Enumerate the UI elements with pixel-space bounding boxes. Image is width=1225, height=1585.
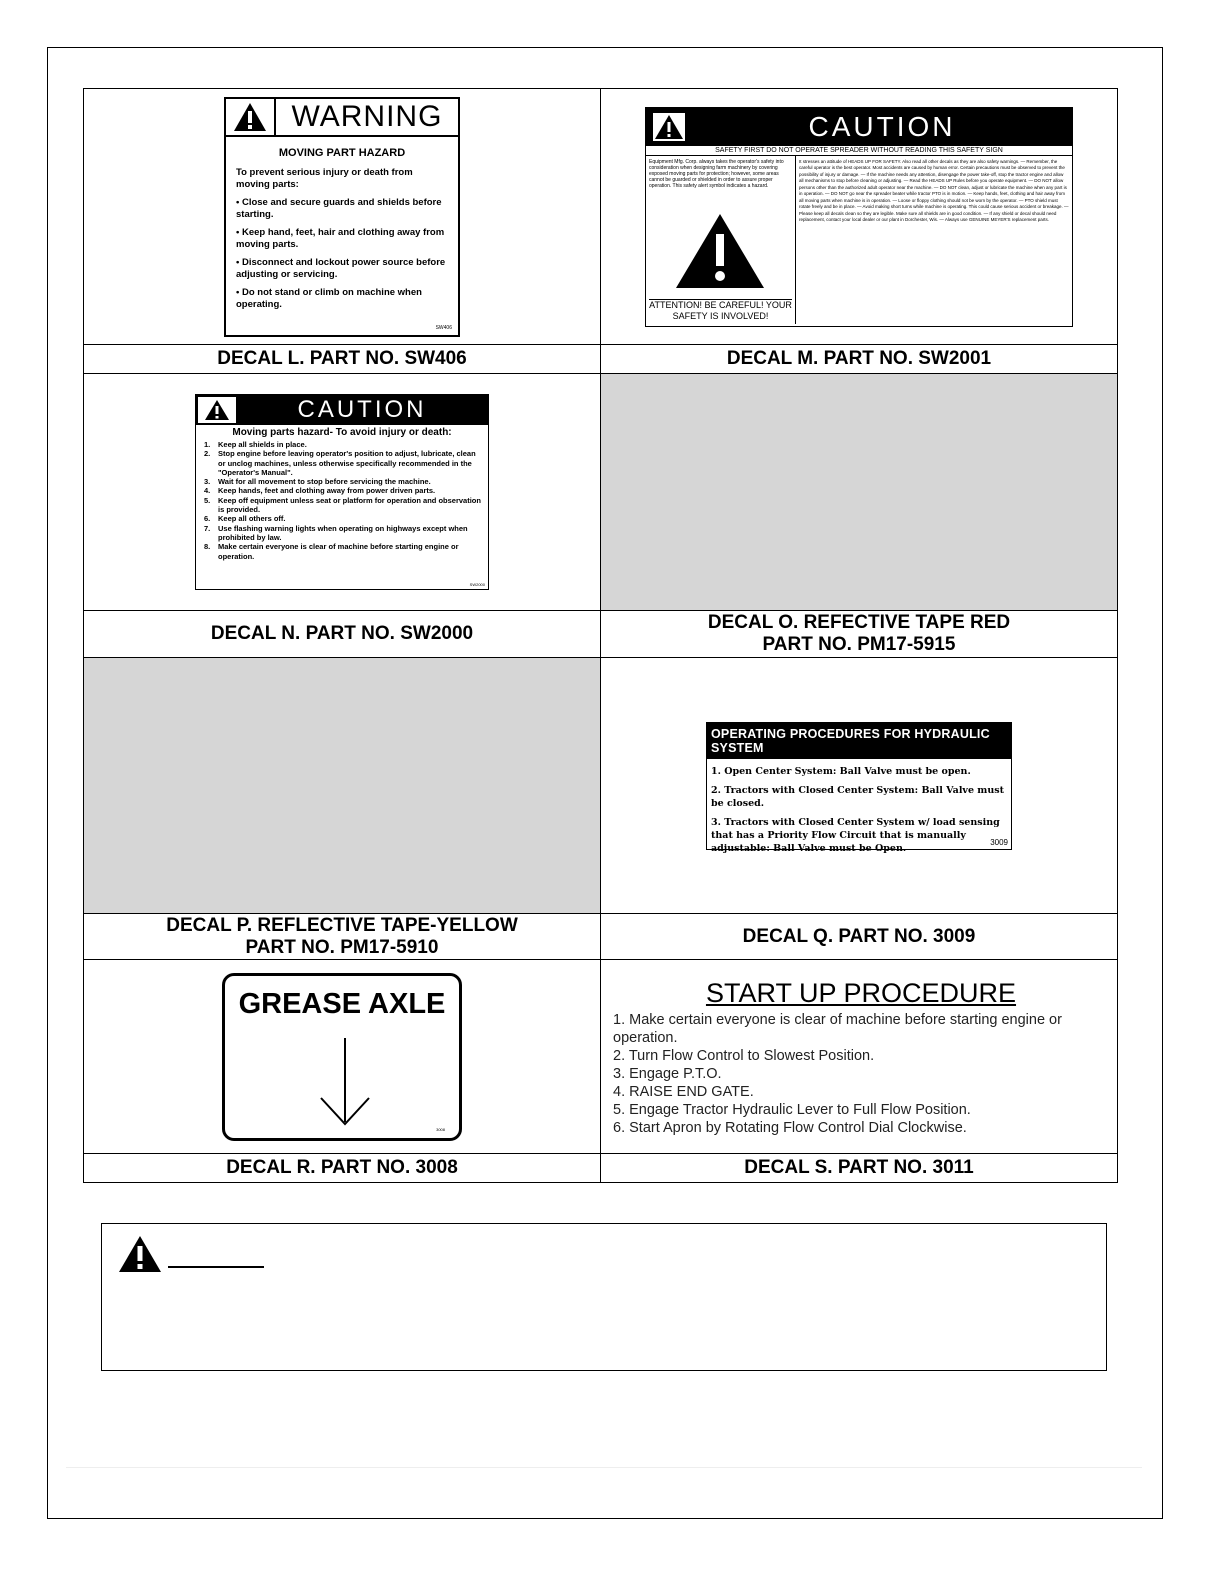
decal-p-tape-area: [84, 658, 601, 914]
decal-o-caption-line1: DECAL O. REFECTIVE TAPE RED: [707, 612, 1011, 633]
decal-l-caption: DECAL L. PART NO. SW406: [84, 345, 601, 374]
decal-m-subheader: SAFETY FIRST DO NOT OPERATE SPREADER WITHOUT READING THIS SAFETY SIGN: [646, 146, 1072, 156]
decal-n-item-number: 7.: [204, 523, 211, 533]
decal-q-image: [706, 722, 1012, 854]
decal-p-caption-line2: PART NO. PM17-5910: [245, 936, 439, 958]
decal-o-tape-area: [601, 374, 1118, 611]
decal-s-step: 3. Engage P.T.O.: [613, 1066, 722, 1082]
caution-word: CAUTION: [297, 396, 427, 423]
decal-n-image: [195, 394, 489, 590]
decal-m-image: [645, 107, 1073, 327]
decal-m-caption: DECAL M. PART NO. SW2001: [601, 345, 1118, 374]
decal-o-caption: [601, 611, 1118, 658]
decal-n-item-text: Keep all shields in place.: [218, 440, 307, 449]
decal-n-item: [204, 449, 482, 477]
decal-n-item-number: 3.: [204, 477, 211, 487]
decal-n-item-text: Stop engine before leaving operator's position to adjust, lubricate, clean or unclog machines, unless otherwise specifically recommended in the "Operator's Manual".: [218, 449, 476, 477]
decal-n-cell: [84, 374, 601, 611]
decal-n-item: [204, 524, 482, 543]
decal-n-item-text: Keep all others off.: [218, 514, 286, 524]
decal-table: [83, 88, 1118, 1183]
decal-s-step: 1. Make certain everyone is clear of machine before starting engine or operation.: [613, 1012, 1062, 1046]
decal-r-code: 3008: [436, 1126, 445, 1132]
decal-s-caption: DECAL S. PART NO. 3011: [601, 1154, 1118, 1183]
decal-l-item: • Do not stand or climb on machine when operating.: [236, 286, 422, 310]
decal-m-left-text: Equipment Mfg. Corp. always takes the operator's safety into consideration when designing farm machinery by covering exposed moving parts for protection; however, some areas cannot be guarded or shielded in order to assure proper operation. This safety alert symbol indicates a hazard.: [649, 158, 784, 189]
decal-m-attention: ATTENTION! BE CAREFUL! YOUR SAFETY IS INVOLVED!: [649, 299, 792, 321]
decal-l-item: • Disconnect and lockout power source before adjusting or servicing.: [236, 256, 446, 280]
decal-n-item: [204, 496, 482, 515]
decal-r-cell: [84, 960, 601, 1154]
decal-n-item-text: Keep off equipment unless seat or platform for operation and observation is provided.: [218, 495, 481, 515]
safety-note-box: [101, 1223, 1107, 1371]
decal-r-image: [222, 973, 462, 1141]
decal-l-image: [224, 97, 460, 337]
decal-q-item: 2. Tractors with Closed Center System: Ball Valve must be closed.: [711, 784, 1004, 809]
caution-word: CAUTION: [808, 110, 956, 142]
footer-rule: [66, 1467, 1142, 1468]
warning-triangle-icon: [646, 113, 692, 141]
decal-n-item: [204, 440, 482, 449]
decal-r-caption: DECAL R. PART NO. 3008: [84, 1154, 601, 1183]
decal-n-code: SW2000: [469, 582, 485, 587]
warning-word: WARNING: [291, 99, 443, 133]
warning-triangle-icon: [117, 1234, 163, 1279]
decal-l-cell: [84, 89, 601, 345]
decal-n-item-text: Wait for all movement to stop before servicing the machine.: [218, 477, 431, 487]
decal-p-caption-line1: DECAL P. REFLECTIVE TAPE-YELLOW: [166, 914, 518, 936]
decal-m-cell: [601, 89, 1118, 345]
decal-n-item: [204, 542, 482, 561]
decal-q-caption: DECAL Q. PART NO. 3009: [601, 914, 1118, 960]
decal-o-caption-line2: PART NO. PM17-5915: [762, 634, 956, 655]
decal-n-item-text: Keep hands, feet and clothing away from power driven parts.: [218, 486, 436, 496]
decal-m-right-text: It stresses an attitude of HEADS UP FOR SAFETY. Also read all other decals as they are also safety warnings. — Remember, the careful operator is the best operator. Most accidents are caused by human error. Certain precautions must be observed to prevent the possibility of injury or damage. — If the machine needs any attention, disengage the power take-off, stop the tractor engine and allow all mechanisms to stop before cleaning or adjusting. — Read the HEADS UP Rules before you operate equipment. — DO NOT allow persons other than the authorized adult operator near the machine. — DO NOT clean, adjust or lubricate the machine when any part is in operation. — DO NOT go near the spreader beater while tractor PTO is in motion. — Keep hands, feet, clothing and hair away from all moving parts when machine is in operation. — Loose or floppy clothing should not be worn by the operator. — PTO shield must rotate freely and be in place. — Avoid making short turns while machine is operating. This could cause serious accident or breakage. — Please keep all decals clean so they are legible. Make sure all shields are in good condition. — If any shield or decal should need replacement, contact your local dealer or our plant in Dorchester, Wis. — Always use GENUINE MEYER'S replacement parts.: [799, 158, 1069, 222]
decal-q-code: 3009: [990, 837, 1008, 847]
decal-l-item: • Keep hand, feet, hair and clothing away from moving parts.: [236, 226, 445, 250]
decal-n-item-text: Make certain everyone is clear of machine before starting engine or operation.: [218, 542, 459, 561]
decal-s-title: START UP PROCEDURE: [705, 978, 1017, 1008]
large-warning-triangle-icon: [674, 212, 766, 292]
decal-l-item: • Close and secure guards and shields before starting.: [236, 196, 442, 220]
decal-l-subtitle: MOVING PART HAZARD: [278, 146, 406, 159]
decal-n-item-number: 2.: [204, 449, 211, 459]
decal-q-item: 1. Open Center System: Ball Valve must be open.: [711, 765, 971, 777]
decal-n-subtitle: Moving parts hazard- To avoid injury or death:: [232, 427, 452, 438]
decal-n-item-number: 5.: [204, 495, 211, 505]
decal-q-header: OPERATING PROCEDURES FOR HYDRAULIC SYSTEM: [707, 723, 1011, 759]
decal-n-item-number: 6.: [204, 514, 211, 524]
warning-triangle-icon: [226, 99, 276, 135]
decal-n-item-number: 1.: [204, 440, 211, 449]
decal-s-step: 4. RAISE END GATE.: [613, 1084, 754, 1100]
decal-n-item-number: 4.: [204, 486, 211, 496]
decal-r-title: GREASE AXLE: [238, 987, 446, 1020]
decal-s-step: 6. Start Apron by Rotating Flow Control Dial Clockwise.: [613, 1120, 967, 1136]
decal-s-content: [613, 978, 1109, 1137]
decal-n-item: [204, 477, 482, 486]
signal-word-underline: [168, 1266, 264, 1268]
decal-s-step: 2. Turn Flow Control to Slowest Position.: [613, 1048, 875, 1064]
decal-q-cell: [601, 658, 1118, 914]
decal-l-intro: To prevent serious injury or death from moving parts:: [236, 166, 413, 190]
decal-n-item-text: Use flashing warning lights when operating on highways except when prohibited by law.: [218, 523, 468, 542]
decal-q-item: 3. Tractors with Closed Center System w/ load sensing that has a Priority Flow Circuit that is manually adjustable: Ball Valve must be Open.: [711, 816, 1000, 854]
decal-s-cell: [601, 960, 1118, 1154]
decal-n-item: [204, 486, 482, 495]
decal-l-code: SW406: [435, 324, 452, 331]
decal-s-step: 5. Engage Tractor Hydraulic Lever to Full Flow Position.: [613, 1102, 971, 1118]
arrow-down-icon: [315, 1036, 375, 1131]
warning-triangle-icon: [198, 397, 236, 423]
decal-n-item: [204, 514, 482, 523]
decal-p-caption: [84, 914, 601, 960]
decal-n-caption: DECAL N. PART NO. SW2000: [84, 611, 601, 658]
decal-n-item-number: 8.: [204, 542, 211, 552]
